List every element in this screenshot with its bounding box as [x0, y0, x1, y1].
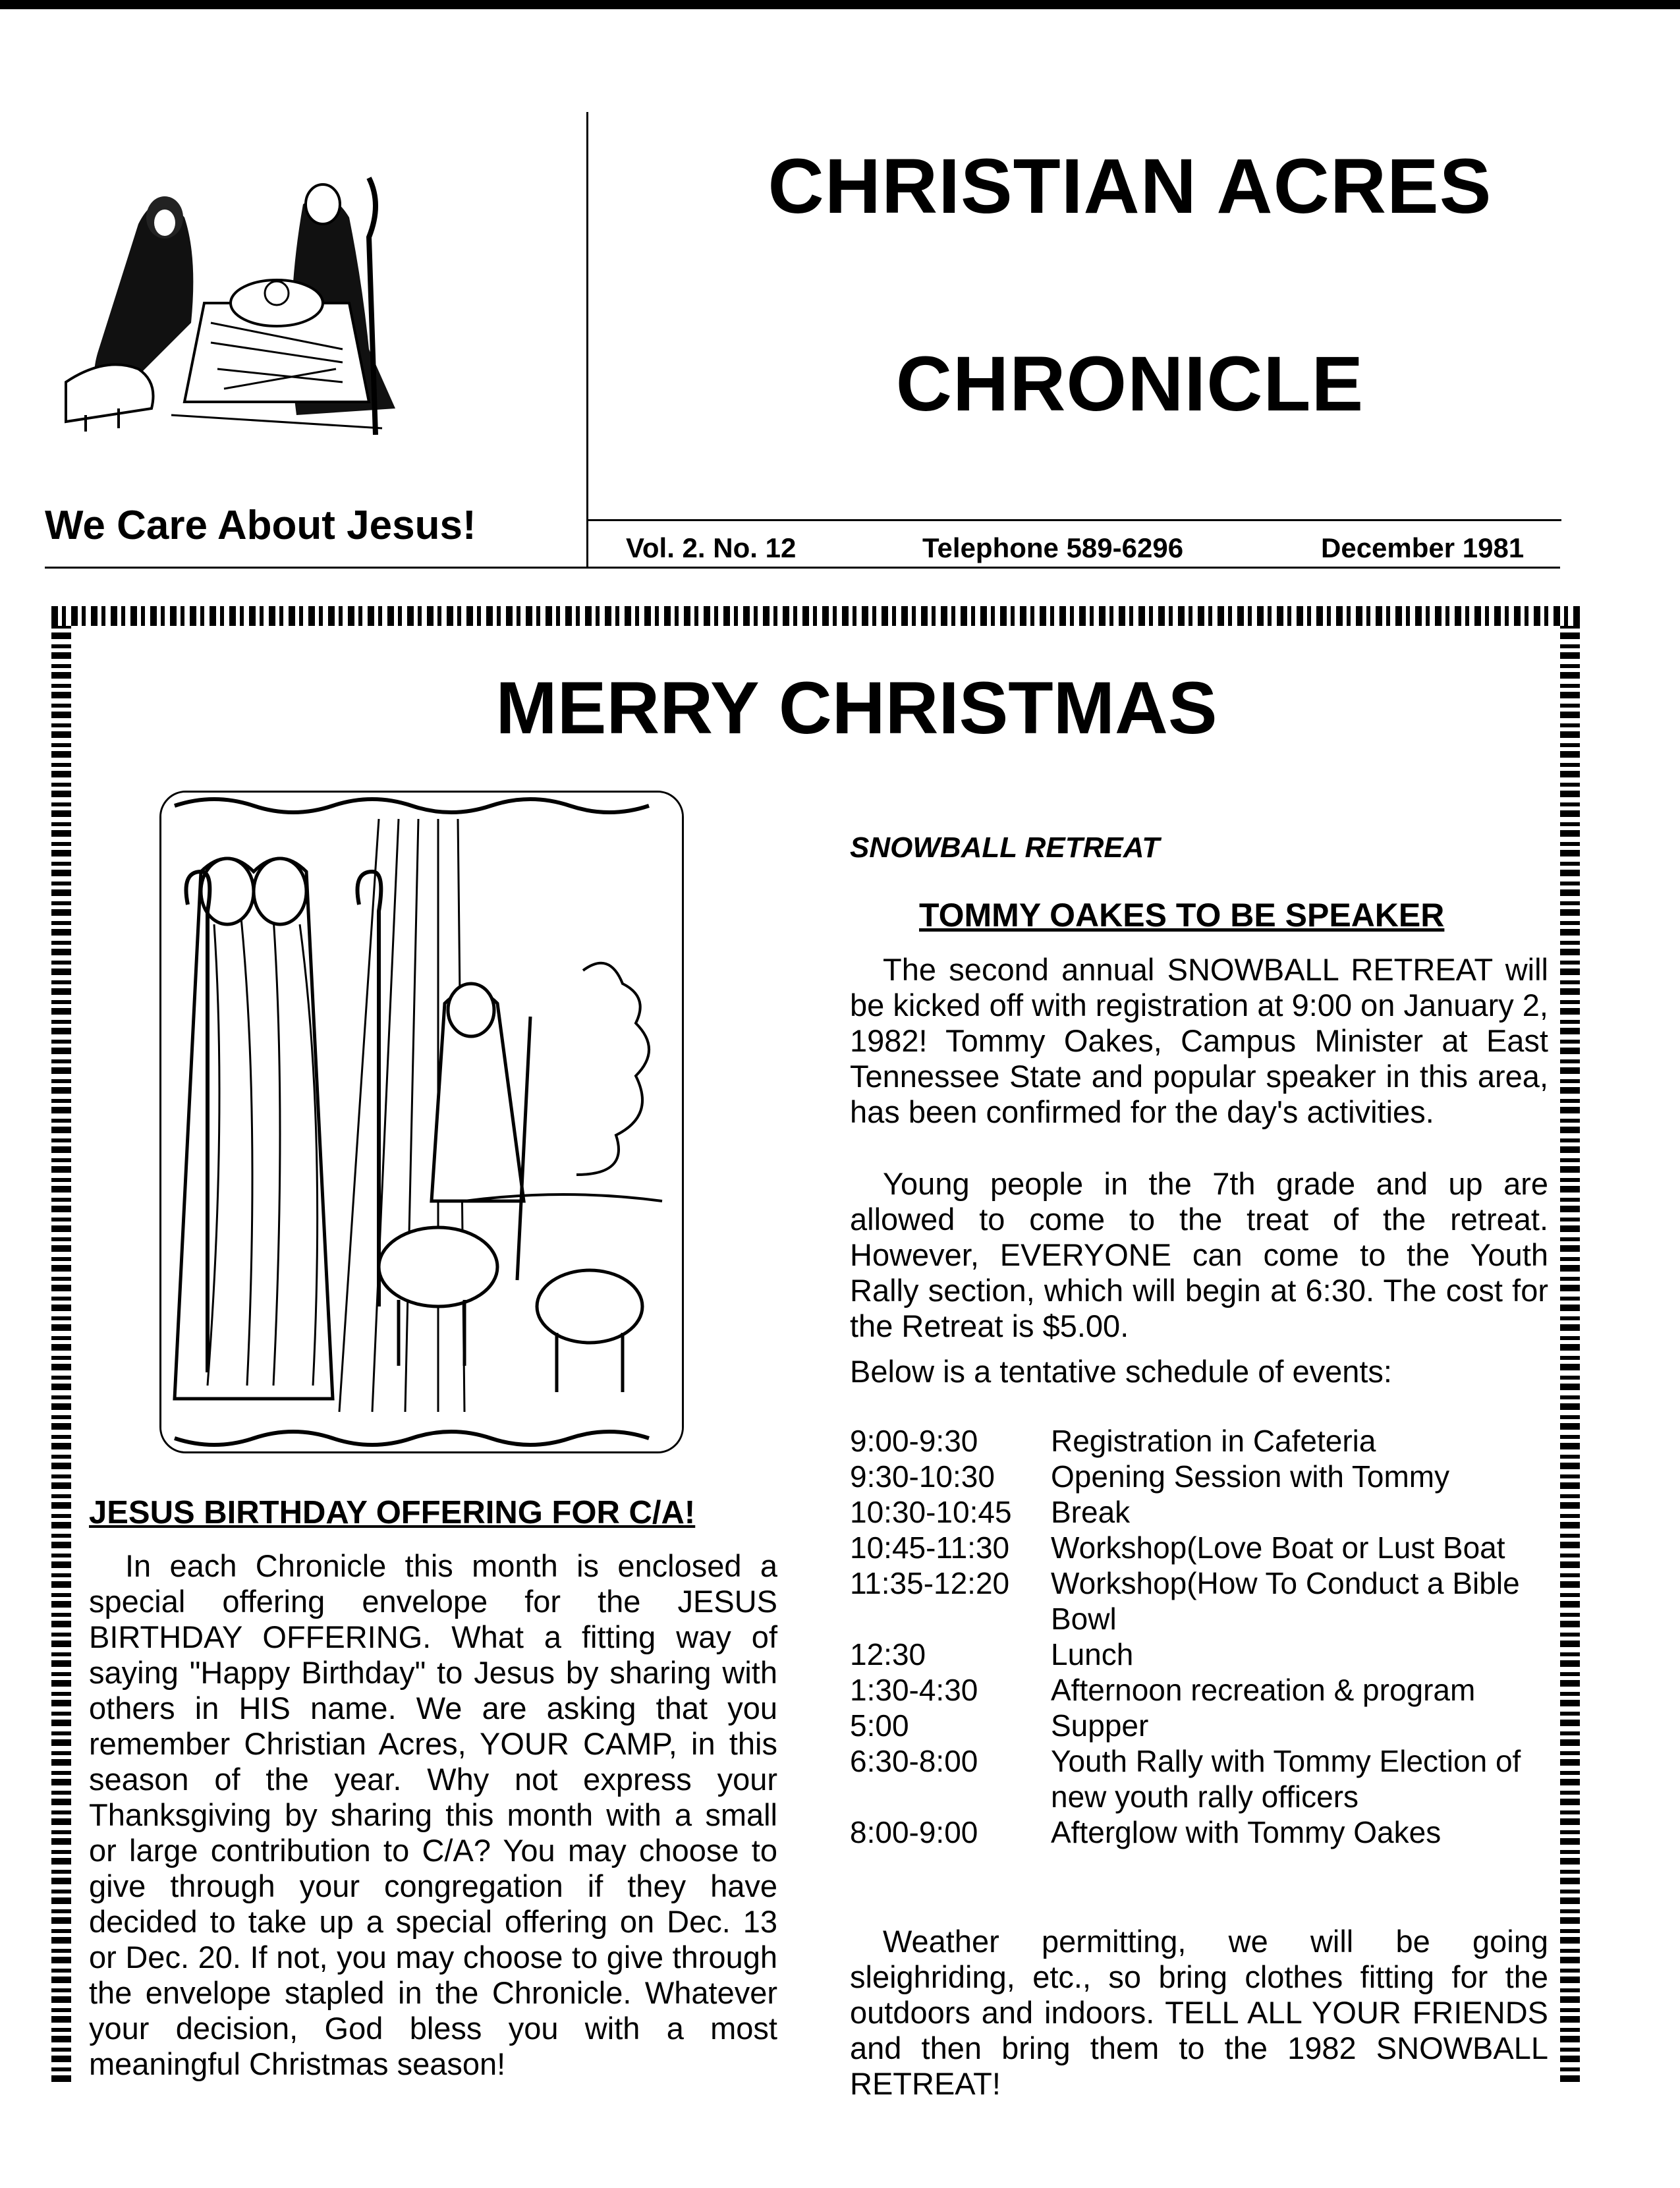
schedule-event: Opening Session with Tommy [1051, 1459, 1450, 1494]
schedule-time: 9:30-10:30 [850, 1459, 995, 1494]
schedule-time: 9:00-9:30 [850, 1424, 978, 1458]
schedule-row [850, 1743, 1548, 1814]
offering-body: In each Chronicle this month is enclosed a special offering envelope for the JESUS BIRTHDAY OFFERING. What a fitting way of saying "Happy Birthday" to Jesus by sharing with others in HIS name. We are asking that you remember Christian Acres, YOUR CAMP, in this season of the year. Why not express your Thanksgiving by sharing this month with a small or large contribution to C/A? You may choose to give through your congregation if they have decided to take up a special offering on Dec. 13 or Dec. 20. If not, you may choose to give through the envelope stapled in the Chronicle. Whatever your decision, God bless you with a most meaningful Christmas season! [89, 1548, 777, 2081]
schedule-time: 11:35-12:20 [850, 1566, 1010, 1600]
retreat-paragraph-1: The second annual SNOWBALL RETREAT will be kicked off with registration at 9:00 on January 2, 1982! Tommy Oakes, Campus Minister at East Tennessee State and popular speaker in this area, has been confirmed for the day's activities. [850, 952, 1548, 1129]
schedule-time: 10:30-10:45 [850, 1495, 1012, 1529]
schedule-event: Registration in Cafeteria [1051, 1424, 1376, 1458]
schedule-time: 6:30-8:00 [850, 1744, 978, 1778]
nativity-illustration [40, 171, 461, 435]
issue-volume: Vol. 2. No. 12 [626, 532, 797, 563]
schedule-row [850, 1459, 1548, 1494]
schedule-time: 5:00 [850, 1708, 909, 1743]
top-rule [0, 0, 1680, 9]
retreat-paragraph-2: Young people in the 7th grade and up are allowed to come to the treat of the retreat. However, EVERYONE can come to the Youth Rally section, which will begin at 6:30. The cost for the Retreat is $5.00. [850, 1166, 1548, 1343]
schedule-row [850, 1494, 1548, 1530]
schedule-row [850, 1565, 1548, 1637]
issue-telephone: Telephone 589-6296 [922, 532, 1184, 563]
schedule-event: Youth Rally with Tommy Election of new youth rally officers [1051, 1744, 1521, 1814]
schedule-row [850, 1637, 1548, 1672]
schedule-time: 12:30 [850, 1637, 926, 1671]
schedule-event: Supper [1051, 1708, 1149, 1743]
schedule-intro: Below is a tentative schedule of events: [850, 1354, 1392, 1389]
schedule-row [850, 1423, 1548, 1459]
tagline: We Care About Jesus! [45, 503, 476, 548]
schedule-row [850, 1530, 1548, 1565]
schedule-time: 8:00-9:00 [850, 1815, 978, 1849]
schedule-table [850, 1423, 1548, 1850]
retreat-kicker: SNOWBALL RETREAT [850, 831, 1160, 864]
shepherds-illustration [159, 791, 684, 1453]
schedule-row [850, 1672, 1548, 1708]
schedule-row [850, 1708, 1548, 1743]
masthead-title-line2: CHRONICLE [895, 341, 1364, 428]
offering-heading: JESUS BIRTHDAY OFFERING FOR C/A! [89, 1495, 696, 1530]
schedule-event: Workshop(How To Conduct a Bible Bowl [1051, 1566, 1520, 1636]
schedule-event: Workshop(Love Boat or Lust Boat [1051, 1530, 1505, 1565]
masthead-rule-upper [586, 519, 1561, 521]
schedule-event: Lunch [1051, 1637, 1134, 1671]
masthead-divider [586, 112, 588, 567]
headline: MERRY CHRISTMAS [495, 667, 1218, 749]
schedule-row [850, 1814, 1548, 1850]
masthead-rule-lower [45, 567, 1560, 569]
retreat-heading: TOMMY OAKES TO BE SPEAKER [919, 897, 1445, 934]
schedule-event: Break [1051, 1495, 1131, 1529]
schedule-time: 1:30-4:30 [850, 1673, 978, 1707]
masthead-title-line1: CHRISTIAN ACRES [768, 143, 1492, 230]
issue-date: December 1981 [1321, 532, 1525, 563]
schedule-event: Afternoon recreation & program [1051, 1673, 1476, 1707]
retreat-closing: Weather permitting, we will be going sleighriding, etc., so bring clothes fitting for the outdoors and indoors. TELL ALL YOUR FRIENDS and then bring them to the 1982 SNOWBALL RETREAT! [850, 1924, 1548, 2101]
schedule-event: Afterglow with Tommy Oakes [1051, 1815, 1442, 1849]
schedule-time: 10:45-11:30 [850, 1530, 1010, 1565]
